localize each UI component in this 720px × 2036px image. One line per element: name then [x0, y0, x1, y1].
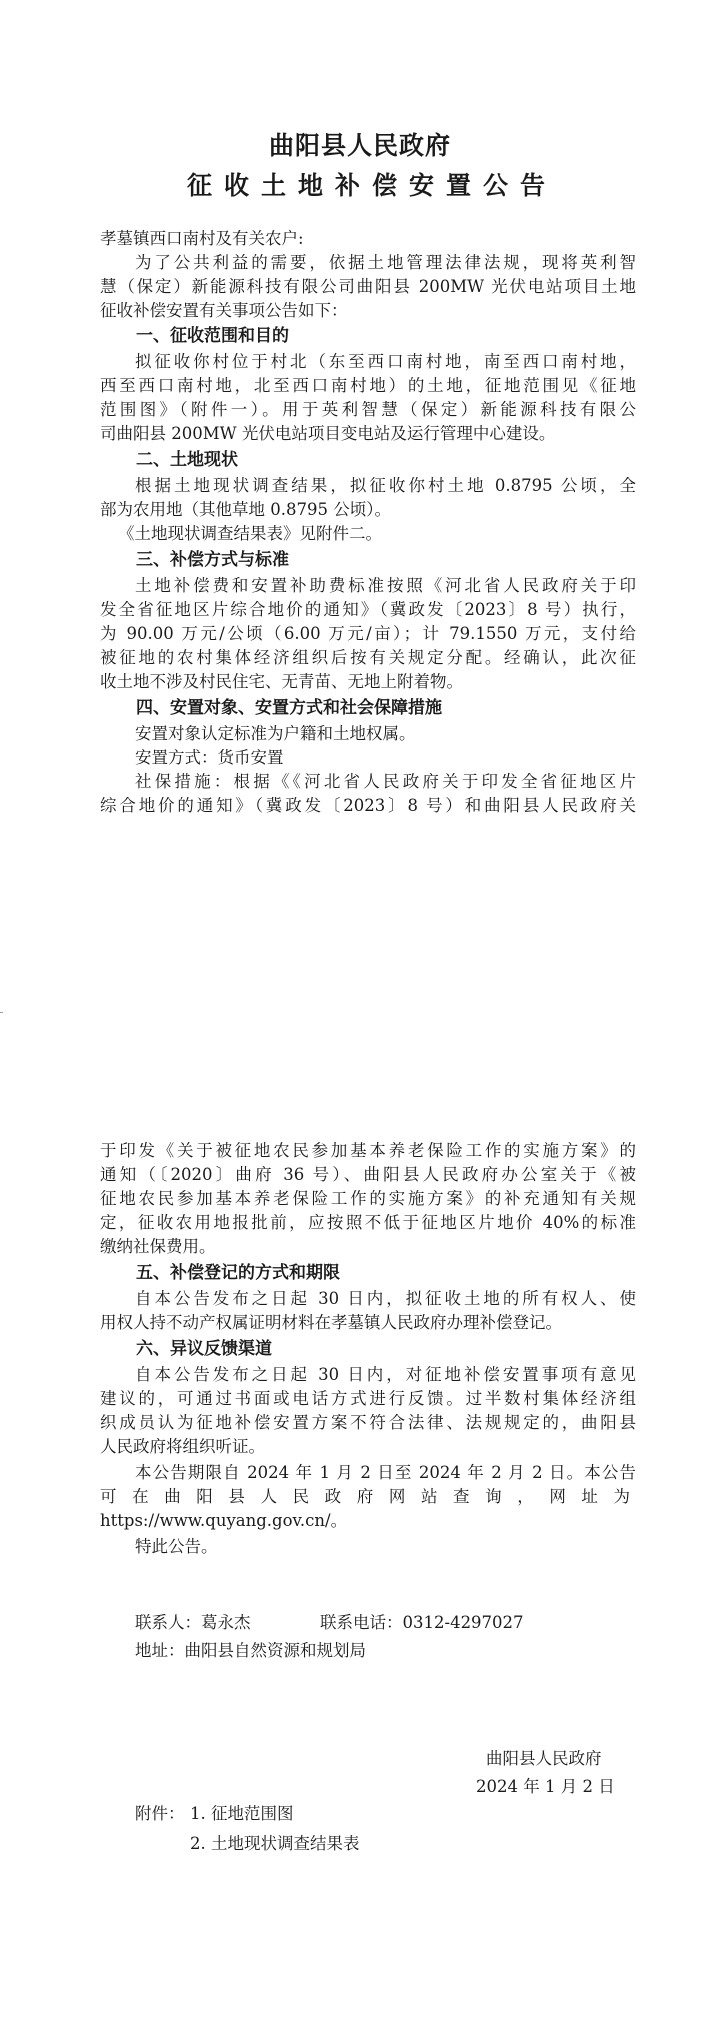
- body-line: 于印发《关于被征地农民参加基本养老保险工作的实施方案》的: [100, 1141, 636, 1160]
- body-line: 可在曲阳县人民政府网站查询，网址为: [100, 1487, 636, 1506]
- section-heading-2: 二、土地现状: [136, 450, 238, 470]
- body-line: 用权人持不动产权属证明材料在孝墓镇人民政府办理补偿登记。: [100, 1313, 562, 1332]
- body-line: 部为农用地（其他草地 0.8795 公顷）。: [100, 500, 391, 519]
- document-subtitle: 征收土地补偿安置公告: [186, 171, 557, 200]
- contact-phone: 联系电话：0312-4297027: [320, 1613, 524, 1632]
- website-url: https://www.quyang.gov.cn/。: [100, 1511, 348, 1530]
- body-line: 社保措施：根据《《河北省人民政府关于印发全省征地区片: [135, 772, 636, 791]
- body-line: 收土地不涉及村民住宅、无青苗、无地上附着物。: [100, 672, 463, 691]
- body-line: 拟征收你村位于村北（东至西口南村地，南至西口南村地，: [135, 352, 636, 371]
- body-line: 西至西口南村地，北至西口南村地）的土地，征地范围见《征地: [100, 376, 636, 395]
- body-line: 本公告期限自 2024 年 1 月 2 日至 2024 年 2 月 2 日。本公告: [135, 1463, 636, 1482]
- page-margin-mark: [0, 1012, 3, 1013]
- body-line: 被征地的农村集体经济组织后按有关规定分配。经确认，此次征: [100, 648, 636, 667]
- contact-address: 地址：曲阳县自然资源和规划局: [135, 1641, 366, 1660]
- body-line: 《土地现状调查结果表》见附件二。: [118, 524, 382, 543]
- body-line: 自本公告发布之日起 30 日内，拟征收土地的所有权人、使: [135, 1289, 636, 1308]
- attachment-item: 2. 土地现状调查结果表: [190, 1834, 360, 1853]
- body-line: 定，征收农用地报批前，应按照不低于征地区片地价 40%的标准: [100, 1213, 636, 1232]
- body-line: 安置方式：货币安置: [135, 748, 284, 767]
- body-line: 根据土地现状调查结果，拟征收你村土地 0.8795 公顷，全: [135, 476, 636, 495]
- intro-line: 征收补偿安置有关事项公告如下：: [100, 301, 348, 320]
- body-line: 综合地价的通知》（冀政发〔2023〕8 号）和曲阳县人民政府关: [100, 796, 636, 815]
- intro-line: 慧（保定）新能源科技有限公司曲阳县 200MW 光伏电站项目土地: [100, 277, 636, 296]
- addressee: 孝墓镇西口南村及有关农户:: [100, 229, 304, 248]
- body-line: 织成员认为征地补偿安置方案不符合法律、法规规定的，曲阳县: [100, 1413, 636, 1432]
- section-heading-4: 四、安置对象、安置方式和社会保障措施: [136, 698, 442, 718]
- attachments-label: 附件：: [135, 1804, 185, 1823]
- body-line: 土地补偿费和安置补助费标准按照《河北省人民政府关于印: [135, 576, 636, 595]
- document-title: 曲阳县人民政府: [268, 131, 451, 160]
- body-line: 征地农民参加基本养老保险工作的实施方案》的补充通知有关规: [100, 1189, 636, 1208]
- body-line: 建议的，可通过书面或电话方式进行反馈。过半数村集体经济组: [100, 1389, 636, 1408]
- body-line: 为 90.00 万元/公顷（6.00 万元/亩）；计 79.1550 万元，支付给: [100, 624, 636, 643]
- signature-organization: 曲阳县人民政府: [486, 1749, 602, 1768]
- intro-line: 为了公共利益的需要，依据土地管理法律法规，现将英利智: [135, 253, 636, 272]
- section-heading-1: 一、征收范围和目的: [136, 326, 289, 346]
- section-heading-6: 六、异议反馈渠道: [136, 1339, 272, 1359]
- body-line: 发全省征地区片综合地价的通知》（冀政发〔2023〕8 号）执行，: [100, 600, 636, 619]
- closing-text: 特此公告。: [135, 1537, 218, 1556]
- body-line: 通知（〔2020〕曲府 36 号）、曲阳县人民政府办公室关于《被: [100, 1165, 636, 1184]
- body-line: 范围图》（附件一）。用于英利智慧（保定）新能源科技有限公: [100, 400, 636, 419]
- body-line: 司曲阳县 200MW 光伏电站项目变电站及运行管理中心建设。: [100, 424, 556, 443]
- signature-date: 2024 年 1 月 2 日: [476, 1777, 615, 1796]
- body-line: 安置对象认定标准为户籍和土地权属。: [135, 724, 416, 743]
- contact-person: 联系人：葛永杰: [135, 1613, 251, 1632]
- section-heading-5: 五、补偿登记的方式和期限: [136, 1263, 340, 1283]
- section-heading-3: 三、补偿方式与标准: [136, 550, 289, 570]
- body-line: 缴纳社保费用。: [100, 1237, 216, 1256]
- attachment-item: 1. 征地范围图: [190, 1804, 294, 1823]
- body-line: 人民政府将组织听证。: [100, 1437, 265, 1456]
- body-line: 自本公告发布之日起 30 日内，对征地补偿安置事项有意见: [135, 1365, 636, 1384]
